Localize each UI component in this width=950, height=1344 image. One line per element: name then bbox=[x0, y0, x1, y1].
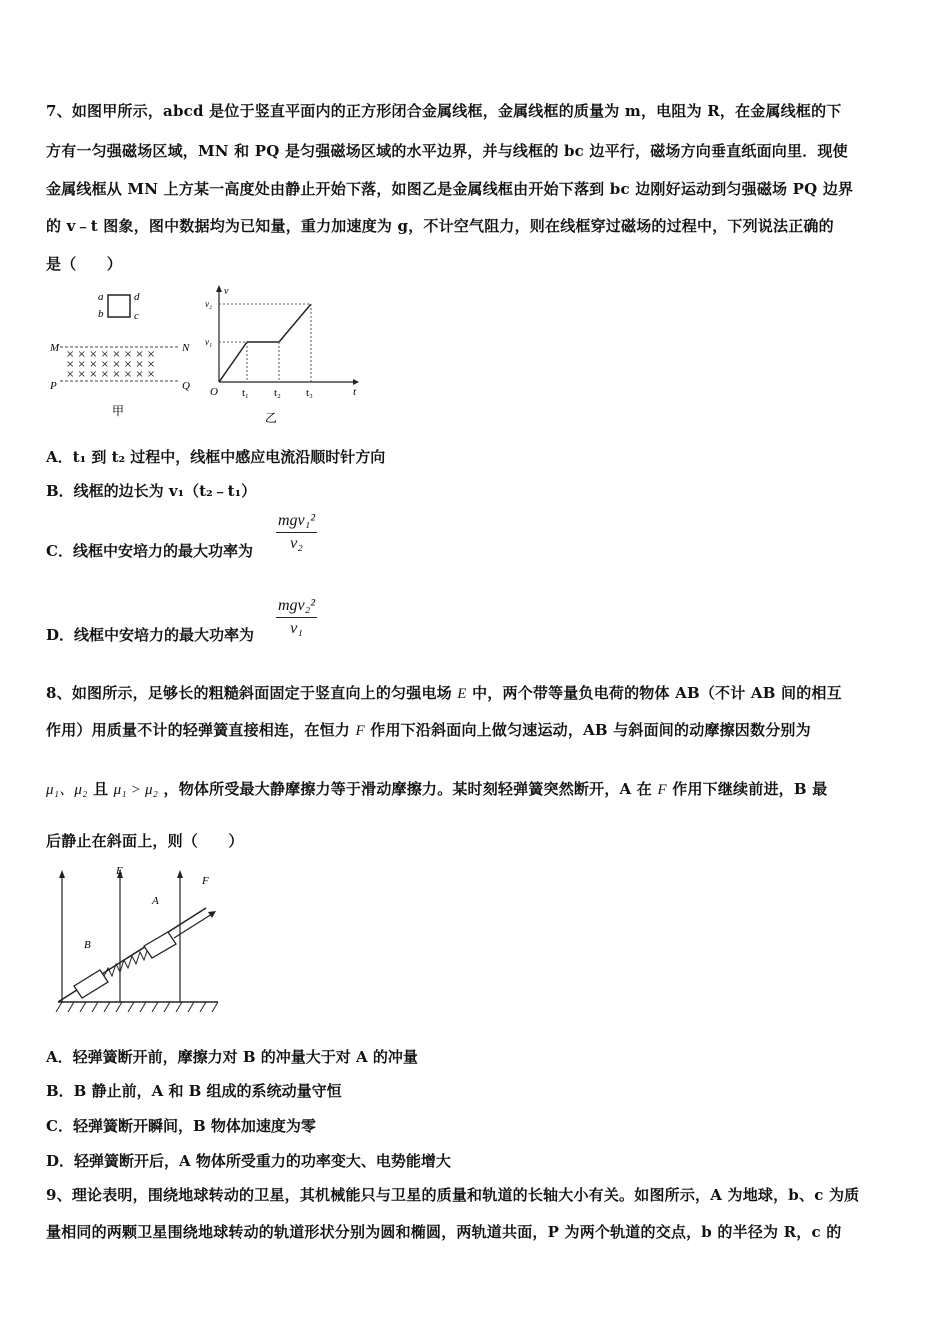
label-d: d bbox=[134, 291, 140, 303]
block-B bbox=[74, 970, 108, 998]
q8-figure bbox=[46, 862, 236, 1022]
q7-option-c-fraction bbox=[276, 512, 317, 553]
q7-figure-jia bbox=[46, 285, 206, 425]
q7-option-d-fraction bbox=[276, 597, 317, 638]
svg-text:× × × × × × × ×: × × × × × × × × bbox=[66, 369, 156, 380]
q7-option-b: B．线框的边长为 v₁（t₂﹣t₁） bbox=[46, 482, 257, 500]
label-t3: t₃ bbox=[306, 387, 313, 399]
label-P: P bbox=[50, 380, 57, 392]
q7-line-2: 方有一匀强磁场区域，MN 和 PQ 是匀强磁场区域的水平边界，并与线框的 bc 边平行，磁场方向垂直纸面向里．现使 bbox=[46, 142, 848, 160]
q8-option-a: A．轻弹簧断开前，摩擦力对 B 的冲量大于对 A 的冲量 bbox=[46, 1048, 418, 1066]
q9-line-1: 9、理论表明，围绕地球转动的卫星，其机械能只与卫星的质量和轨道的长轴大小有关。如图所示，A 为地球，b、c 为质 bbox=[46, 1186, 860, 1204]
q8-line-2-part-a: 作用）用质量不计的轻弹簧直接相连，在恒力 bbox=[46, 721, 351, 739]
q8-option-b: B．B 静止前，A 和 B 组成的系统动量守恒 bbox=[46, 1082, 342, 1100]
q8-qie: 且 bbox=[92, 780, 109, 798]
q8-line-4: 后静止在斜面上，则（ ） bbox=[46, 832, 244, 850]
q8-line-3-part-c: 作用下继续前进，B 最 bbox=[672, 780, 828, 798]
label-E: E bbox=[116, 865, 123, 877]
label-M: M bbox=[50, 342, 60, 354]
q8-line-1-part-a: 8、如图所示，足够长的粗糙斜面固定于竖直向上的匀强电场 bbox=[46, 684, 452, 702]
spring bbox=[104, 948, 152, 976]
label-B: B bbox=[84, 939, 91, 951]
q8-symbol-F-2: F bbox=[657, 782, 667, 798]
q9-line-2: 量相同的两颗卫星围绕地球转动的轨道形状分别为圆和椭圆，两轨道共面，P 为两个轨道的交点，b 的半径为 R，c 的 bbox=[46, 1223, 842, 1241]
q7-line-3: 金属线框从 MN 上方某一高度处由静止开始下落，如图乙是金属线框由开始下落到 bc 边刚好运动到匀强磁场 PQ 边界 bbox=[46, 180, 854, 198]
vt-curve bbox=[219, 304, 311, 382]
block-A bbox=[144, 932, 176, 958]
q8-mu-compare: μ₁ > μ₂ bbox=[113, 782, 159, 798]
q8-option-d: D．轻弹簧断开后，A 物体所受重力的功率变大、电势能增大 bbox=[46, 1152, 451, 1170]
q7-option-a: A．t₁ 到 t₂ 过程中，线框中感应电流沿顺时针方向 bbox=[46, 448, 386, 466]
label-O: O bbox=[210, 386, 218, 398]
q8-symbol-E: E bbox=[457, 686, 467, 702]
q7-option-d-denominator: v₁ bbox=[290, 620, 303, 637]
q8-line-2 bbox=[46, 719, 811, 740]
label-t2: t₂ bbox=[274, 387, 281, 399]
label-Q: Q bbox=[182, 380, 190, 392]
caption-yi: 乙 bbox=[265, 411, 278, 425]
q8-symbol-F: F bbox=[355, 723, 365, 739]
label-N: N bbox=[182, 342, 190, 354]
q7-figure-yi bbox=[205, 282, 365, 432]
q7-option-c-denominator: v₂ bbox=[290, 535, 303, 552]
label-t1: t₁ bbox=[242, 387, 249, 399]
label-v: v bbox=[224, 286, 229, 297]
label-t: t bbox=[353, 386, 357, 398]
q7-option-d-numerator: mgv₂² bbox=[276, 597, 317, 618]
q7-line-1: 7、如图甲所示，abcd 是位于竖直平面内的正方形闭合金属线框，金属线框的质量为 m，电阻为 R，在金属线框的下 bbox=[46, 102, 842, 120]
svg-text:× × × × × × × ×: × × × × × × × × bbox=[66, 359, 156, 370]
q7-option-d: D．线框中安培力的最大功率为 bbox=[46, 626, 255, 644]
q7-option-c: C．线框中安培力的最大功率为 bbox=[46, 542, 253, 560]
q7-line-4: 的 v﹣t 图象，图中数据均为已知量，重力加速度为 g，不计空气阻力，则在线框穿过磁场的过程中，下列说法正确的 bbox=[46, 217, 834, 235]
label-b: b bbox=[98, 308, 104, 320]
q8-line-2-part-b: 作用下沿斜面向上做匀速运动，AB 与斜面间的动摩擦因数分别为 bbox=[370, 721, 811, 739]
label-c: c bbox=[134, 310, 139, 322]
square-frame bbox=[108, 295, 130, 317]
q8-mu-pair: μ₁、μ₂ bbox=[46, 782, 88, 798]
q8-line-1-part-b: 中，两个带等量负电荷的物体 AB（不计 AB 间的相互 bbox=[472, 684, 842, 702]
q8-option-c: C．轻弹簧断开瞬间，B 物体加速度为零 bbox=[46, 1117, 316, 1135]
label-v2: v₂ bbox=[205, 299, 213, 309]
q8-line-1 bbox=[46, 682, 842, 703]
label-a: a bbox=[98, 291, 104, 303]
caption-jia: 甲 bbox=[112, 404, 125, 418]
label-v1: v₁ bbox=[205, 337, 213, 347]
svg-text:× × × × × × × ×: × × × × × × × × bbox=[66, 349, 156, 360]
q8-line-3-part-b: ，物体所受最大静摩擦力等于滑动摩擦力。某时刻轻弹簧突然断开，A 在 bbox=[163, 780, 652, 798]
label-A: A bbox=[152, 895, 159, 907]
label-F: F bbox=[202, 875, 209, 887]
q7-line-5: 是（ ） bbox=[46, 255, 123, 273]
q7-option-c-numerator: mgv₁² bbox=[276, 512, 317, 533]
q8-line-3 bbox=[46, 778, 827, 799]
